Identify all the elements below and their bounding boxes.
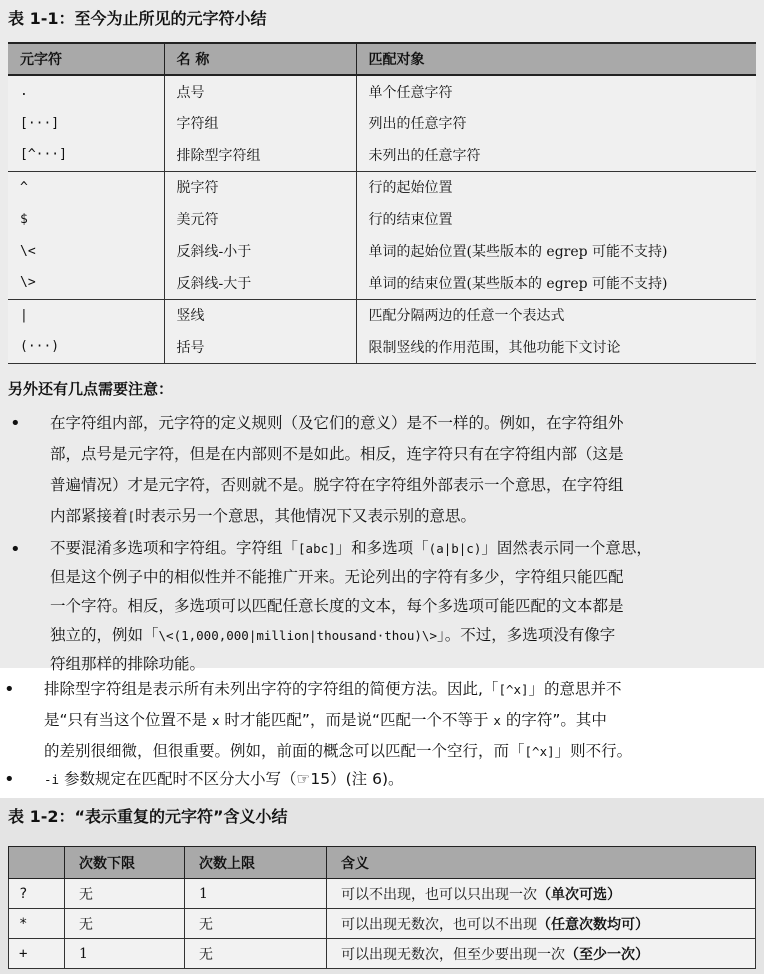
bullet-dot-icon: • — [10, 539, 21, 560]
column-header: 名 称 — [164, 43, 356, 75]
name-cell: 点号 — [164, 75, 356, 107]
match-cell: 行的起始位置 — [356, 171, 756, 203]
match-cell: 单个任意字符 — [356, 75, 756, 107]
code-span: x — [211, 713, 220, 728]
text-span: 」则不行。 — [554, 742, 633, 760]
code-span: (a|b|c) — [428, 541, 482, 556]
text-span: 排除型字符组是表示所有未列出字符的字符组的简便方法。因此,「 — [44, 680, 499, 698]
bold-note: （至少一次） — [565, 946, 649, 963]
table-row — [8, 299, 756, 331]
name-cell: 竖线 — [164, 299, 356, 331]
table1-caption: 表 1-1：至今为止所见的元字符小结 — [8, 9, 267, 28]
table-row — [8, 331, 756, 363]
table-row — [8, 139, 756, 171]
table-row — [8, 171, 756, 203]
paragraph-line — [44, 705, 760, 736]
table-row — [8, 75, 756, 107]
notes-heading: 另外还有几点需要注意： — [8, 380, 174, 398]
bullet-dot-icon: • — [4, 769, 15, 790]
column-header — [9, 847, 65, 879]
paragraph-line: 部，点号是元字符，但是在内部则不是如此。相反，连字符只有在字符组内部（这是 — [50, 445, 624, 463]
meaning-cell — [327, 909, 756, 939]
paragraph-line — [50, 534, 760, 563]
min-cell: 无 — [65, 879, 185, 909]
table-header-row — [8, 43, 756, 75]
match-cell: 行的结束位置 — [356, 203, 756, 235]
paragraph-line — [44, 674, 760, 705]
text-span: 内部紧接着 — [50, 507, 128, 525]
metachar-cell: ^ — [8, 171, 164, 203]
name-cell: 美元符 — [164, 203, 356, 235]
name-cell: 排除型字符组 — [164, 139, 356, 171]
column-header: 匹配对象 — [356, 43, 756, 75]
table-row — [9, 909, 756, 939]
bullet-dot-icon: • — [4, 679, 15, 700]
text-span: 的字符”。其中 — [500, 711, 607, 729]
text-span: 」。不过，多选项没有像字 — [436, 626, 616, 644]
max-cell: 无 — [185, 909, 327, 939]
text-span: 可以出现无数次，但至少要出现一次 — [341, 946, 565, 963]
code-span: [^x] — [498, 682, 529, 697]
paragraph-line: 一个字符。相反，多选项可以匹配任意长度的文本，每个多选项可能匹配的文本都是 — [50, 597, 624, 615]
text-span: 可以不出现，也可以只出现一次 — [341, 886, 537, 903]
text-span: 独立的，例如「 — [50, 626, 159, 644]
min-cell: 1 — [65, 939, 185, 969]
table-row — [8, 267, 756, 299]
column-header: 元字符 — [8, 43, 164, 75]
min-cell: 无 — [65, 909, 185, 939]
table-row — [9, 879, 756, 909]
table-row — [8, 235, 756, 267]
text-span: 」和多选项「 — [335, 539, 429, 557]
name-cell: 反斜线-小于 — [164, 235, 356, 267]
bold-note: （任意次数均可） — [537, 916, 649, 933]
match-cell: 单词的结束位置(某些版本的 egrep 可能不支持) — [356, 267, 756, 299]
paragraph-line — [50, 621, 760, 650]
table-row — [9, 939, 756, 969]
paragraph-line — [44, 764, 760, 795]
bullet-dot-icon: • — [10, 413, 21, 434]
paragraph-line: 普遍情况）才是元字符，否则就不是。脱字符在字符组外部表示一个意思，在字符组 — [50, 476, 624, 494]
text-span: 」的意思并不 — [528, 680, 622, 698]
metachar-cell: | — [8, 299, 164, 331]
max-cell: 1 — [185, 879, 327, 909]
metachar-cell: . — [8, 75, 164, 107]
metachar-cell: \< — [8, 235, 164, 267]
metachar-cell: [···] — [8, 107, 164, 139]
text-span: 」固然表示同一个意思， — [481, 539, 652, 557]
text-span: 时表示另一个意思，其他情况下又表示别的意思。 — [135, 507, 477, 525]
paragraph-line: 符组那样的排除功能。 — [50, 655, 206, 673]
code-span: \<(1,000,000|million|thousand·thou)\> — [158, 628, 437, 643]
column-header: 含义 — [327, 847, 756, 879]
match-cell: 匹配分隔两边的任意一个表达式 — [356, 299, 756, 331]
column-header: 次数上限 — [185, 847, 327, 879]
name-cell: 括号 — [164, 331, 356, 363]
code-span: x — [493, 713, 501, 728]
metachar-cell: [^···] — [8, 139, 164, 171]
name-cell: 字符组 — [164, 107, 356, 139]
code-span: [ — [127, 509, 136, 524]
code-span: [^x] — [524, 744, 555, 759]
paragraph-line — [50, 501, 760, 532]
table-row — [8, 203, 756, 235]
paragraph-line: 在字符组内部，元字符的定义规则（及它们的意义）是不一样的。例如，在字符组外 — [50, 414, 624, 432]
max-cell: 无 — [185, 939, 327, 969]
name-cell: 反斜线-大于 — [164, 267, 356, 299]
text-span: 是“只有当这个位置不是 — [44, 711, 212, 729]
meaning-cell — [327, 939, 756, 969]
text-span: 不要混淆多选项和字符组。字符组「 — [50, 539, 299, 557]
metachar-summary-table — [8, 42, 756, 364]
match-cell: 单词的起始位置(某些版本的 egrep 可能不支持) — [356, 235, 756, 267]
metachar-cell: \> — [8, 267, 164, 299]
quantifier-cell: * — [9, 909, 65, 939]
text-span: 可以出现无数次，也可以不出现 — [341, 916, 537, 933]
text-span: 时才能匹配”，而是说“匹配一个不等于 — [219, 711, 494, 729]
paragraph-line — [44, 736, 760, 767]
metachar-cell: $ — [8, 203, 164, 235]
text-span: 的差别很细微，但很重要。例如，前面的概念可以匹配一个空行，而「 — [44, 742, 525, 760]
quantifier-cell: + — [9, 939, 65, 969]
match-cell: 未列出的任意字符 — [356, 139, 756, 171]
paragraph-line: 但是这个例子中的相似性并不能推广开来。无论列出的字符有多少，字符组只能匹配 — [50, 568, 624, 586]
match-cell: 列出的任意字符 — [356, 107, 756, 139]
bold-note: （单次可选） — [537, 886, 621, 903]
match-cell: 限制竖线的作用范围，其他功能下文讨论 — [356, 331, 756, 363]
column-header: 次数下限 — [65, 847, 185, 879]
code-span: -i — [44, 772, 60, 787]
metachar-cell: (···) — [8, 331, 164, 363]
name-cell: 脱字符 — [164, 171, 356, 203]
table-header-row — [9, 847, 756, 879]
repetition-metachar-table — [8, 846, 756, 969]
code-span: [abc] — [298, 541, 336, 556]
table-row — [8, 107, 756, 139]
meaning-cell — [327, 879, 756, 909]
text-span: 参数规定在匹配时不区分大小写（☞15）(注 6)。 — [59, 770, 404, 788]
quantifier-cell: ? — [9, 879, 65, 909]
table2-caption: 表 1-2：“表示重复的元字符”含义小结 — [8, 807, 288, 826]
